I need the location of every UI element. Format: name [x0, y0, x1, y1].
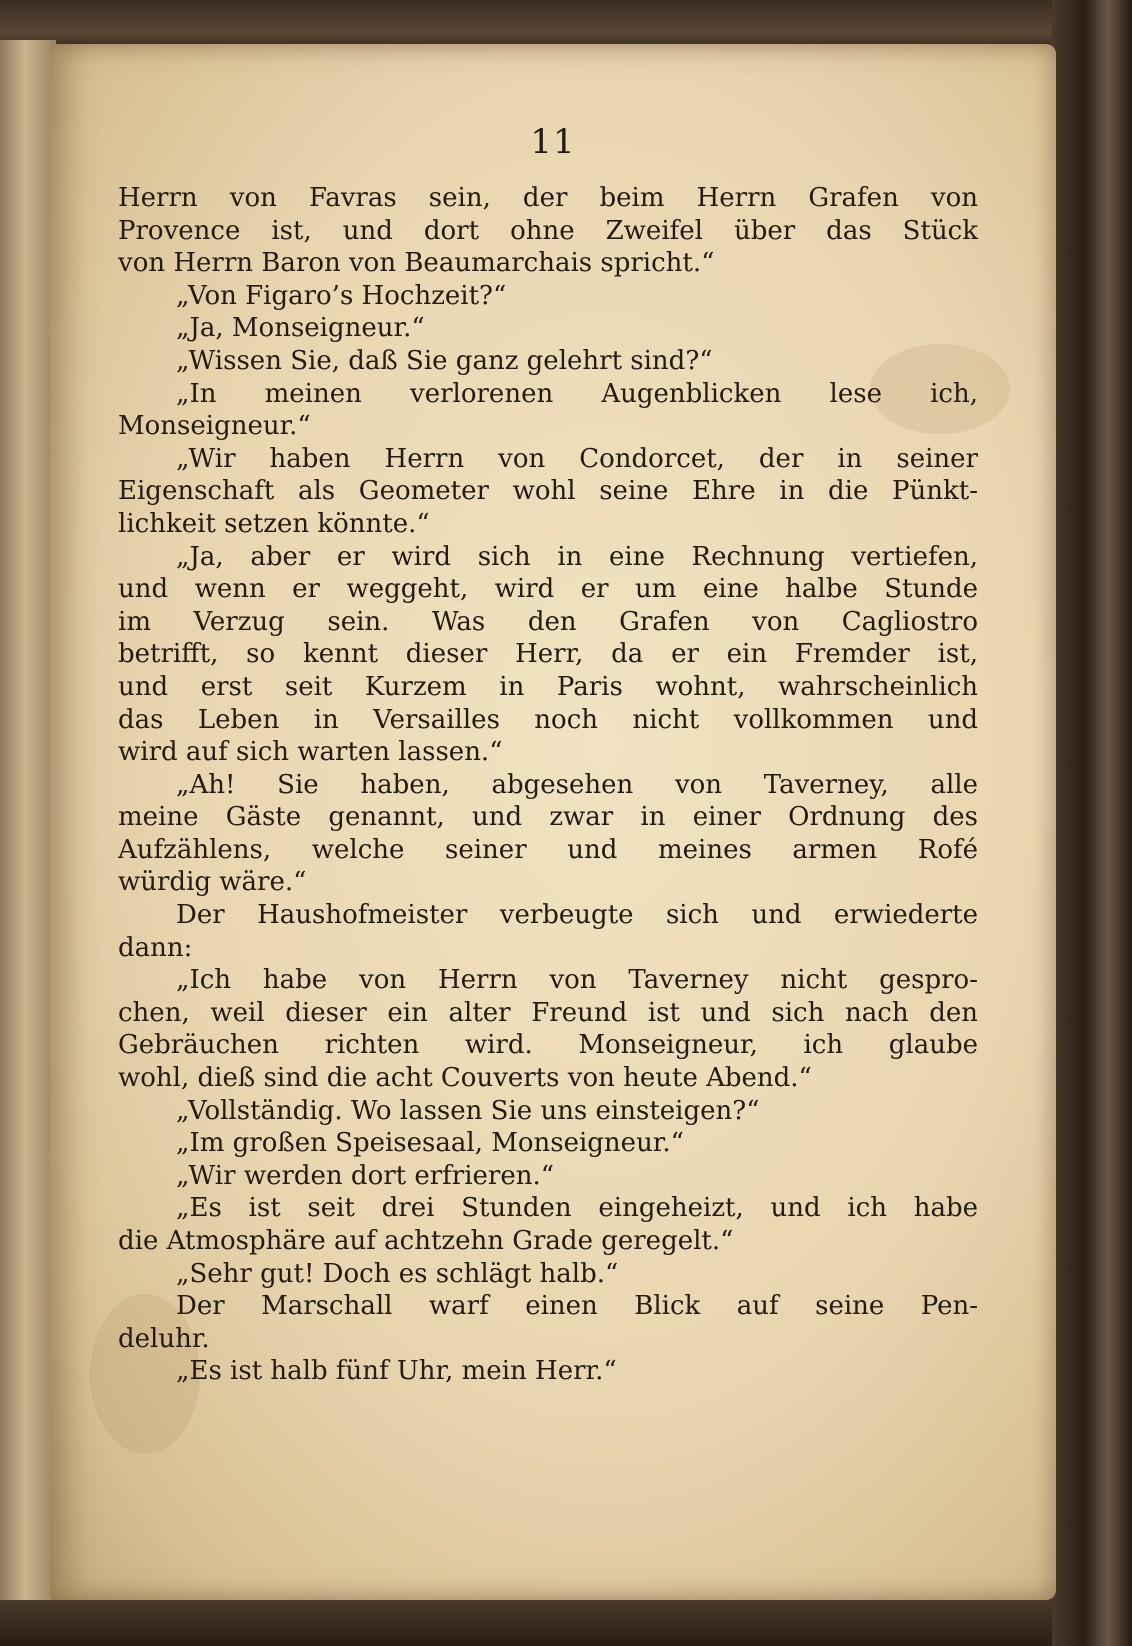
text-line: „Vollständig. Wo lassen Sie uns einsteigen?“ [176, 1095, 760, 1126]
text-line: „Es ist seit drei Stunden eingeheizt, und ich habe [176, 1193, 978, 1224]
text-line: „Im großen Speisesaal, Monseigneur.“ [176, 1128, 684, 1159]
text-line: „In meinen verlorenen Augenblicken lese ich, [176, 378, 978, 409]
text-line: wird auf sich warten lassen.“ [118, 737, 503, 768]
text-line: „Ah! Sie haben, abgesehen von Taverney, alle [176, 769, 978, 800]
text-line: „Es ist halb fünf Uhr, mein Herr.“ [176, 1356, 617, 1387]
text-line: deluhr. [118, 1323, 210, 1354]
text-line: „Von Figaro’s Hochzeit?“ [176, 280, 507, 311]
text-line: Der Marschall warf einen Blick auf seine Pen- [176, 1291, 978, 1322]
text-line: „Wir werden dort erfrieren.“ [176, 1160, 555, 1191]
text-line: Provence ist, und dort ohne Zweifel über das Stück [118, 215, 978, 246]
text-line: dann: [118, 932, 193, 963]
book-page [50, 44, 1056, 1600]
text-line: chen, weil dieser ein alter Freund ist und sich nach den [118, 997, 978, 1028]
text-line: betrifft, so kennt dieser Herr, da er ein Fremder ist, [118, 639, 978, 670]
text-line: meine Gäste genannt, und zwar in einer Ordnung des [118, 802, 978, 833]
text-line: „Sehr gut! Doch es schlägt halb.“ [176, 1258, 619, 1289]
text-line: „Wir haben Herrn von Condorcet, der in seiner [176, 443, 978, 474]
text-line: „Ja, Monseigneur.“ [176, 313, 425, 344]
text-line: die Atmosphäre auf achtzehn Grade geregelt.“ [118, 1226, 734, 1256]
text-line: „Wissen Sie, daß Sie ganz gelehrt sind?“ [176, 345, 713, 376]
text-line: Herrn von Favras sein, der beim Herrn Grafen von [118, 183, 978, 213]
book-cover-right-edge [1052, 0, 1132, 1646]
text-line: Monseigneur.“ [118, 411, 311, 442]
text-line: und wenn er weggeht, wird er um eine halbe Stunde [118, 574, 978, 605]
text-line: „Ja, aber er wird sich in eine Rechnung vertiefen, [176, 541, 978, 572]
text-line: Der Haushofmeister verbeugte sich und erwiederte [176, 900, 978, 931]
text-line: Eigenschaft als Geometer wohl seine Ehre in die Pünkt- [118, 476, 978, 507]
text-line: „Ich habe von Herrn von Taverney nicht gespro- [176, 965, 978, 996]
text-line: wohl, dieß sind die acht Couverts von heute Abend.“ [118, 1063, 812, 1094]
text-line: lichkeit setzen könnte.“ [118, 508, 430, 539]
text-line: das Leben in Versailles noch nicht vollkommen und [118, 704, 978, 735]
text-line: im Verzug sein. Was den Grafen von Cagliostro [118, 606, 978, 637]
text-line: Aufzählens, welche seiner und meines armen Rofé [118, 834, 978, 865]
body-text [118, 182, 978, 1388]
page-number: 11 [530, 122, 576, 162]
text-line: Gebräuchen richten wird. Monseigneur, ich glaube [118, 1030, 978, 1061]
text-line: von Herrn Baron von Beaumarchais spricht.“ [118, 248, 715, 279]
text-line: würdig wäre.“ [118, 867, 307, 898]
facing-page-edge [0, 40, 56, 1600]
text-line: und erst seit Kurzem in Paris wohnt, wahrscheinlich [118, 671, 978, 702]
